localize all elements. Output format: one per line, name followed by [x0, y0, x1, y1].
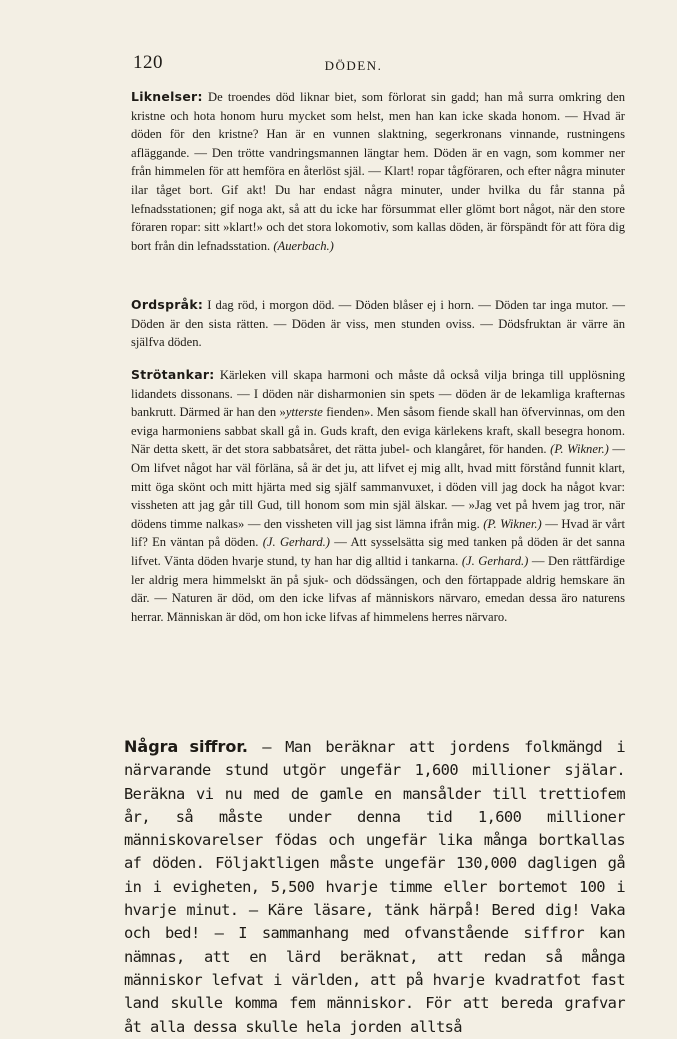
citation-wikner-1: (P. Wikner.): [550, 442, 609, 457]
section-text-strotankar-5: — Att sysselsätta sig med tanken på döden är det sanna lifvet. Vänta döden hvarje stund, ty han har dig alltid i tankarna.: [131, 535, 625, 568]
paragraph-liknelser: [131, 88, 625, 255]
emphasis-ytterste: ytterste: [285, 405, 323, 420]
section-text-siffror: — Man beräknar att jordens folkmängd i närvarande stund utgör ungefär 1,600 millioner själar. Beräkna vi nu med de gamle en mansålder till trettiofem år, så måste under denna tid 1,600 millioner människovarelser födas och ungefär lika många bortkallas af döden. Följaktligen måste ungefär 130,000 dagligen gå in i evigheten, 5,500 hvarje timme eller bortemot 100 i hvarje minut. — Käre läsare, tänk härpå! Bered dig! Vaka och bed! — I sammanhang med ofvanstående siffror kan nämnas, att en lärd beräknat, att redan så många människor lefvat i världen, att på hvarje kvadratfot fast land skulle komma fem människor. För att bereda grafvar åt alla dessa skulle hela jorden alltså: [124, 738, 626, 1036]
citation-auerbach: (Auerbach.): [273, 238, 334, 253]
section-label-ordsprak: Ordspråk:: [131, 297, 204, 312]
section-label-strotankar: Strötankar:: [131, 367, 215, 382]
section-text-strotankar-3: — Om lifvet något har väl förläna, så är det ju, att lifvet ej mig allt, hvad mitt förstånd funnit klart, mitt öga skönt och mitt hjärta med sig själf sammanvuxet, i döden vill jag dock ha något kvar: vissheten att jag går till Gud, till honom som min själ älskar. — »Jag vet på hvem jag tror, när dödens timme nalkas» — den vissheten vill jag sist lämna ifrån mig.: [131, 442, 626, 531]
section-text-strotankar-1: Kärleken vill skapa harmoni och måste då också vilja bringa till upplösning lidandets dissonans. — I döden när disharmonien sin spets — döden är de lekamliga krafternas bankrutt. Därmed är han den »: [131, 368, 625, 420]
section-text-strotankar-2: fienden». Men såsom fiende skall han öfvervinnas, om den eviga harmoniens sabbat skall gå in. Guds kraft, den eviga kärlekens kraft, skall besegra honom. När detta skett, är det stora sabbatsåret, det rätta jubel- och klangåret, för handen.: [131, 405, 625, 457]
section-siffror: [124, 735, 625, 1039]
section-text-strotankar-4: — Hvad är vårt lif? En väntan på döden.: [131, 516, 625, 550]
section-text-ordsprak: I dag röd, i morgon död. — Döden blåser ej i horn. — Döden tar inga mutor. — Döden är den sista rätten. — Döden är viss, men stunden oviss. — Dödsfruktan är värre än själfva döden.: [131, 298, 625, 350]
paragraph-ordsprak: [131, 296, 625, 352]
page-number: 120: [133, 52, 163, 73]
section-text-strotankar-6: — Den rättfärdige ler aldrig mera himmelskt än på sjuk- och dödssängen, och den förtappade aldrig hemskare än där. — Naturen är död, om den icke lifvas af människors närvaro, emedan dessa äro naturens herrar. Människan är död, om hon icke lifvas af himmelens herres närvaro.: [131, 553, 625, 624]
running-head: DÖDEN.: [324, 58, 383, 73]
section-label-siffror: Några siffror.: [124, 737, 249, 756]
section-ordsprak: [131, 296, 625, 352]
section-text-liknelser: De troendes död liknar biet, som förlorat sin gadd; han må surra omkring den kristne och hota honom huru mycket som helst, men han kan icke skada honom. — Hvad är döden för den kristne? Han är en vunnen slaktning, segerkronans vinnande, rustningens afläggande. — Den trötte vandringsmannen längtar hem. Döden är en vagn, som kommer ner från himmelen för att hemföra en återlöst själ. — Klart! ropar tågföraren, och efter några minuter ilar tåget bort. Gif akt! Du har endast några minuter, under hvilka du får stanna på lefnadsstationen; gif noga akt, så att du icke har försummat eller glömt bort något, när den store föraren ropar: sitt »klart!» och det stora lokomotiv, som kallas döden, är förspändt för att föra dig bort från din lefnadsstation.: [131, 90, 625, 253]
citation-gerhard-2: (J. Gerhard.): [461, 553, 529, 568]
citation-gerhard-1: (J. Gerhard.): [262, 535, 330, 550]
citation-wikner-2: (P. Wikner.): [483, 516, 542, 531]
paragraph-strotankar: [131, 366, 625, 626]
section-label-liknelser: Liknelser:: [131, 89, 203, 104]
section-strotankar: [131, 366, 625, 626]
paragraph-siffror: [124, 735, 625, 1039]
section-liknelser: [131, 88, 625, 255]
